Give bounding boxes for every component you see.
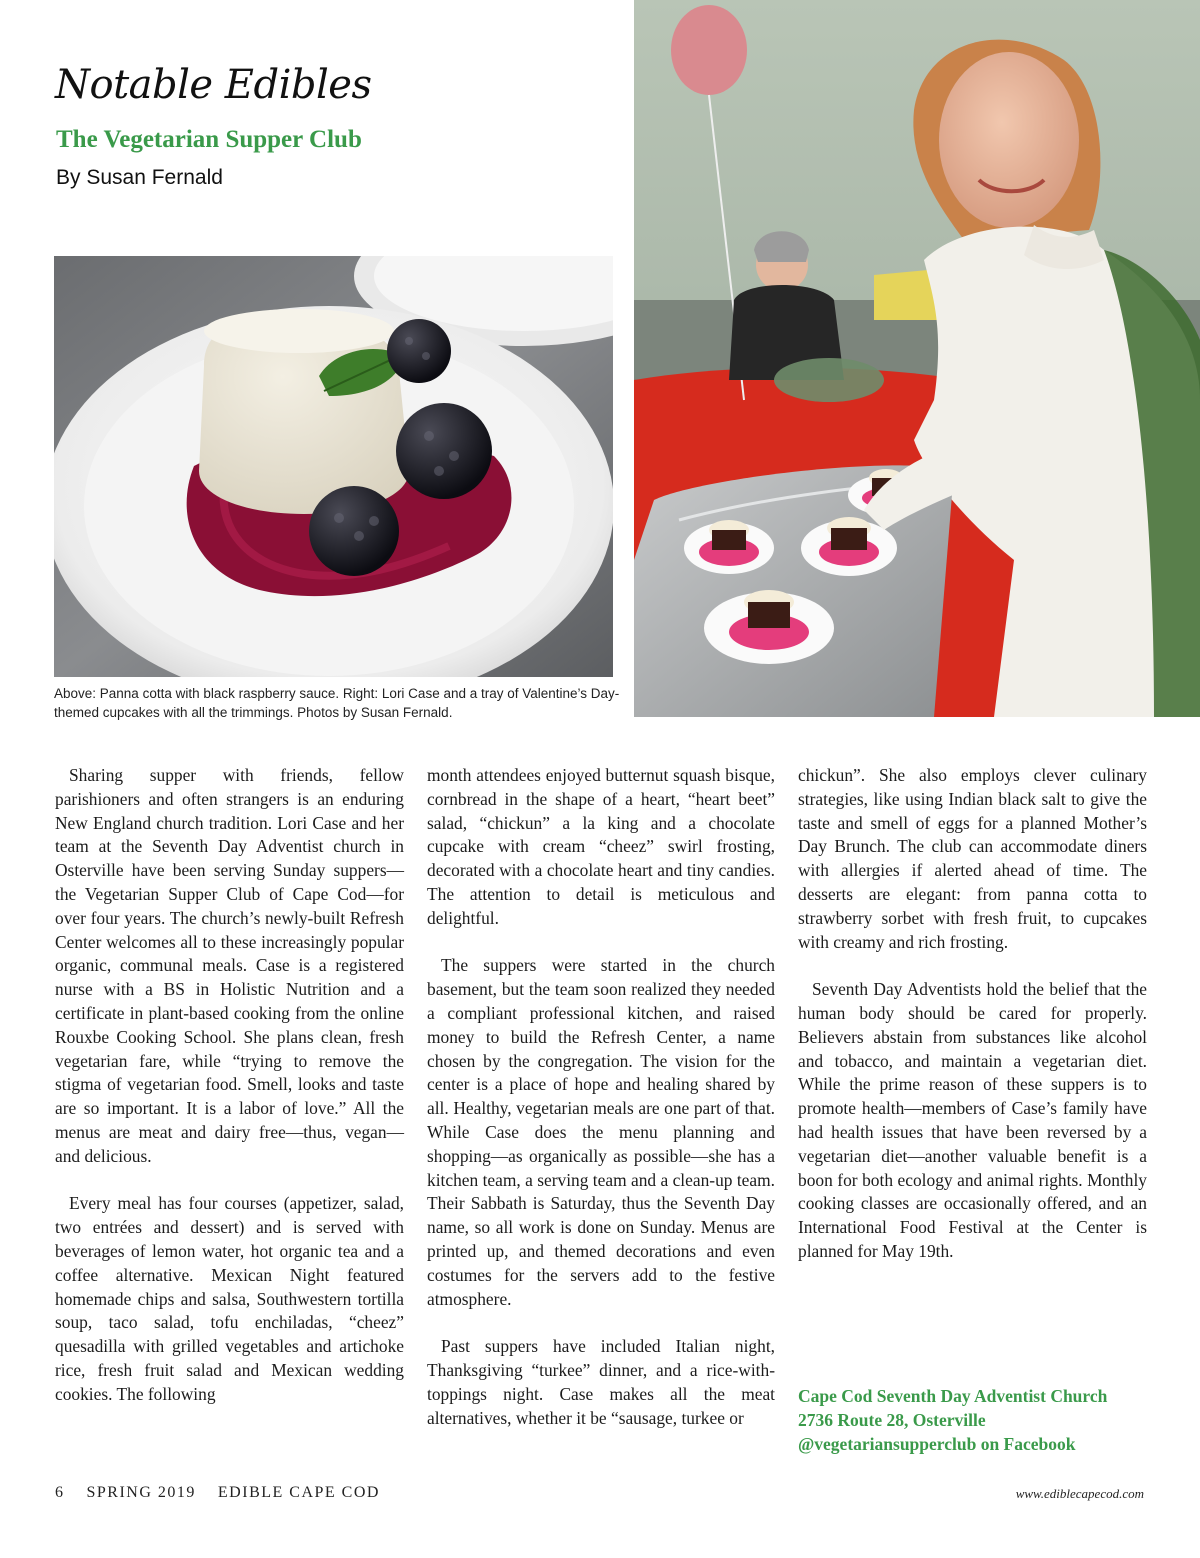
article-column-1 [55,764,404,1430]
paragraph: Sharing supper with friends, fellow parishioners and often strangers is an enduring New England church tradition. Lori Case and her team at the Seventh Day Adventist church in Osterville have been serving Sunday suppers—the Vegetarian Supper Club of Cape Cod—for over four years. The church’s newly-built Refresh Center welcomes all to these increasingly popular organic, communal meals. Case is a registered nurse with a BS in Holistic Nutrition and a certificate in plant-based cooking from the online Rouxbe Cooking School. She plans clean, fresh vegetarian fare, while “trying to remove the stigma of vegetarian food. Smell, looks and taste are so important. It is a labor of love.” All the menus are meat and dairy free—thus, vegan—and delicious. [55,765,404,1166]
contact-church-name: Cape Cod Seventh Day Adventist Church [798,1386,1108,1406]
article-column-2 [427,764,775,1454]
article-headline: The Vegetarian Supper Club [56,126,362,153]
paragraph: chickun”. She also employs clever culinary strategies, like using Indian black salt to give the taste and smell of eggs for a planned Mother’s Day Brunch. The club can accommodate diners with allergies if alerted ahead of time. The desserts are elegant: from panna cotta to strawberry sorbet with fresh fruit, to cupcakes with creamy and rich frosting. [798,765,1147,952]
panna-cotta-photo [54,256,613,677]
contact-address: 2736 Route 28, Osterville [798,1410,986,1430]
paragraph: The suppers were started in the church basement, but the team soon realized they needed a compliant professional kitchen, and raised money to build the Refresh Center, a name chosen by the congregation. The vision for the center is a place of hope and healing shared by all. Healthy, vegetarian meals are one part of that. While Case does the menu planning and shopping—as organically as possible—she has a kitchen team, a serving team and a clean-up team. Their Sabbath is Saturday, thus the Seventh Day name, so all work is done on Sunday. Menus are printed up, and themed decorations and even costumes for the servers add to the festive atmosphere. [427,955,775,1309]
issue-label: SPRING 2019 [86,1484,196,1501]
contact-info [798,1384,1168,1456]
article-column-3 [798,764,1147,1288]
page-number: 6 [55,1484,65,1501]
section-title: Notable Edibles [55,62,372,108]
website-url: www.ediblecapecod.com [1015,1486,1144,1501]
contact-facebook: @vegetariansupperclub on Facebook [798,1434,1076,1454]
byline: By Susan Fernald [56,166,223,189]
photo-caption: Above: Panna cotta with black raspberry sauce. Right: Lori Case and a tray of Valentine’s Day-themed cupcakes with all the trimmings. Photos by Susan Fernald. [54,686,620,720]
cupcakes-photo [634,0,1200,717]
paragraph: Seventh Day Adventists hold the belief that the human body should be cared for properly. Believers abstain from substances like alcohol and tobacco, and maintain a vegetarian diet. While the prime reason of these suppers is to promote health—members of Case’s family have had health issues that have been reversed by a vegetarian diet—another valuable benefit is a boon for both ecology and animal rights. Monthly cooking classes are occasionally offered, and an International Food Festival at the Center is planned for May 19th. [798,979,1147,1261]
magazine-name: EDIBLE CAPE COD [217,1484,380,1501]
page-footer [55,1484,402,1502]
paragraph: Every meal has four courses (appetizer, salad, two entrées and dessert) and is served with beverages of lemon water, hot organic tea and a coffee alternative. Mexican Night featured homemade chips and salsa, Southwestern tortilla soup, taco salad, tofu enchiladas, “cheez” quesadilla with grilled vegetables and artichoke rice, fresh fruit salad and Mexican wedding cookies. The following [55,1193,404,1404]
paragraph: month attendees enjoyed butternut squash bisque, cornbread in the shape of a heart, “heart beet” salad, “chickun” a la king and a chocolate cupcake with cream “cheez” swirl frosting, decorated with a chocolate heart and tiny candies. The attention to detail is meticulous and delightful. [427,765,775,928]
paragraph: Past suppers have included Italian night, Thanksgiving “turkee” dinner, and a rice-with-toppings night. Case makes all the meat alternatives, whether it be “sausage, turkee or [427,1336,775,1428]
